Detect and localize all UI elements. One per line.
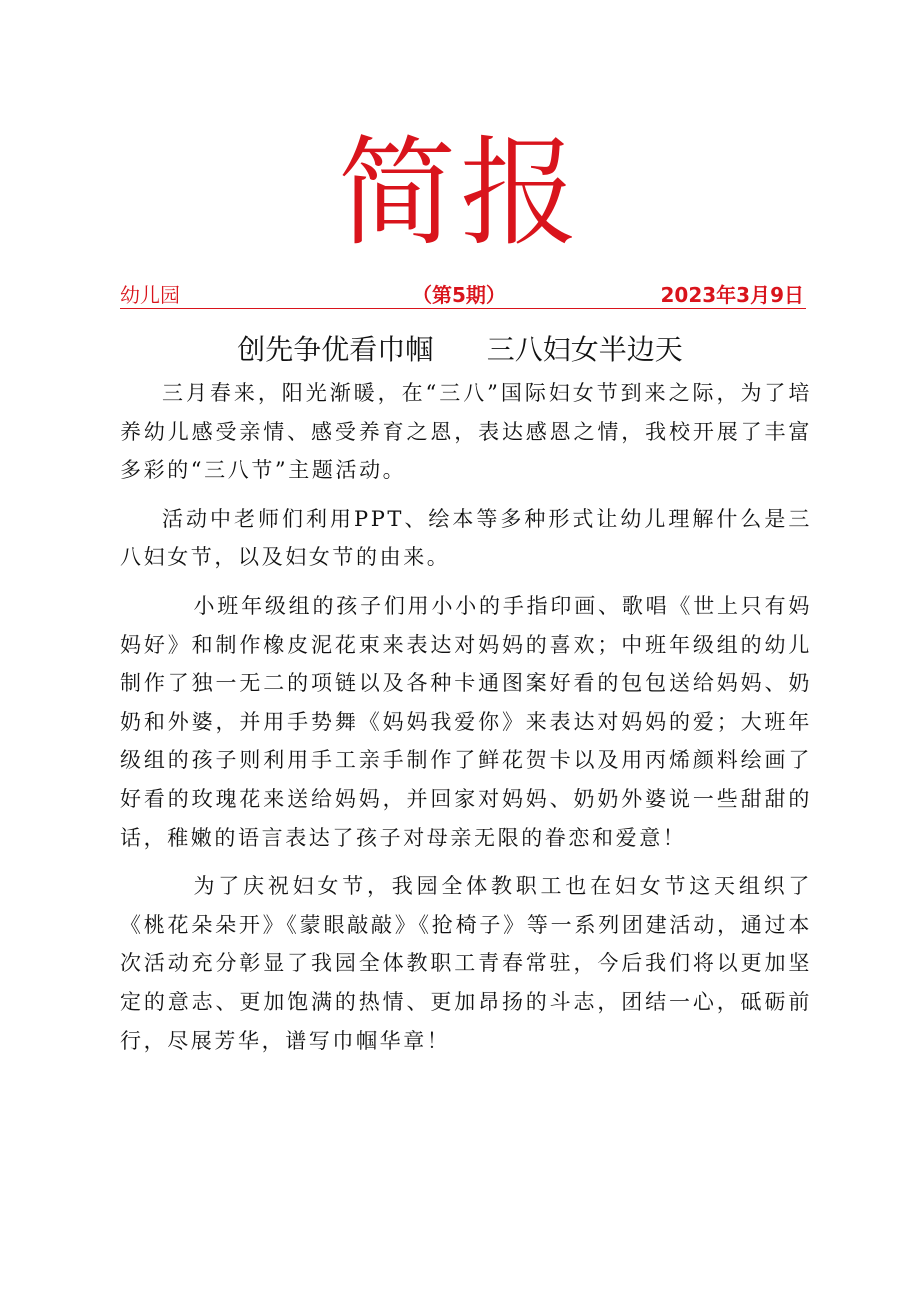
newsletter-masthead-title: 简报 xyxy=(337,124,582,262)
issue-organization: 幼儿园 xyxy=(120,283,180,307)
article-paragraph-staff: 为了庆祝妇女节，我园全体教职工也在妇女节这天组织了《桃花朵朵开》《蒙眼敲敲》《抢椅子》等一系列团建活动，通过本次活动充分彰显了我园全体教职工青春常驻，今后我们将以更加坚定的意志、更加饱满的热情、更加昂扬的斗志，团结一心，砥砺前行，尽展芳华，谱写巾帼华章！ xyxy=(120,874,812,1053)
article-headline: 创先争优看巾帼 三八妇女半边天 xyxy=(237,333,683,366)
issue-info-line xyxy=(120,282,806,309)
article-body xyxy=(120,374,812,1070)
article-paragraph-intro: 三月春来，阳光渐暖，在“三八”国际妇女节到来之际，为了培养幼儿感受亲情、感受养育之恩，表达感恩之情，我校开展了丰富多彩的“三八节”主题活动。 xyxy=(120,381,812,483)
issue-number: （第5期） xyxy=(412,283,506,307)
issue-date: 2023年3月9日 xyxy=(660,283,804,307)
article-paragraph-activities: 活动中老师们利用PPT、绘本等多种形式让幼儿理解什么是三八妇女节，以及妇女节的由来。 xyxy=(120,506,812,570)
article-paragraph-classes: 小班年级组的孩子们用小小的手指印画、歌唱《世上只有妈妈好》和制作橡皮泥花束来表达对妈妈的喜欢；中班年级组的幼儿制作了独一无二的项链以及各种卡通图案好看的包包送给妈妈、奶奶和外婆，并用手势舞《妈妈我爱你》来表达对妈妈的爱；大班年级组的孩子则利用手工亲手制作了鲜花贺卡以及用丙烯颜料绘画了好看的玫瑰花来送给妈妈，并回家对妈妈、奶奶外婆说一些甜甜的话，稚嫩的语言表达了孩子对母亲无限的眷恋和爱意！ xyxy=(120,593,812,850)
